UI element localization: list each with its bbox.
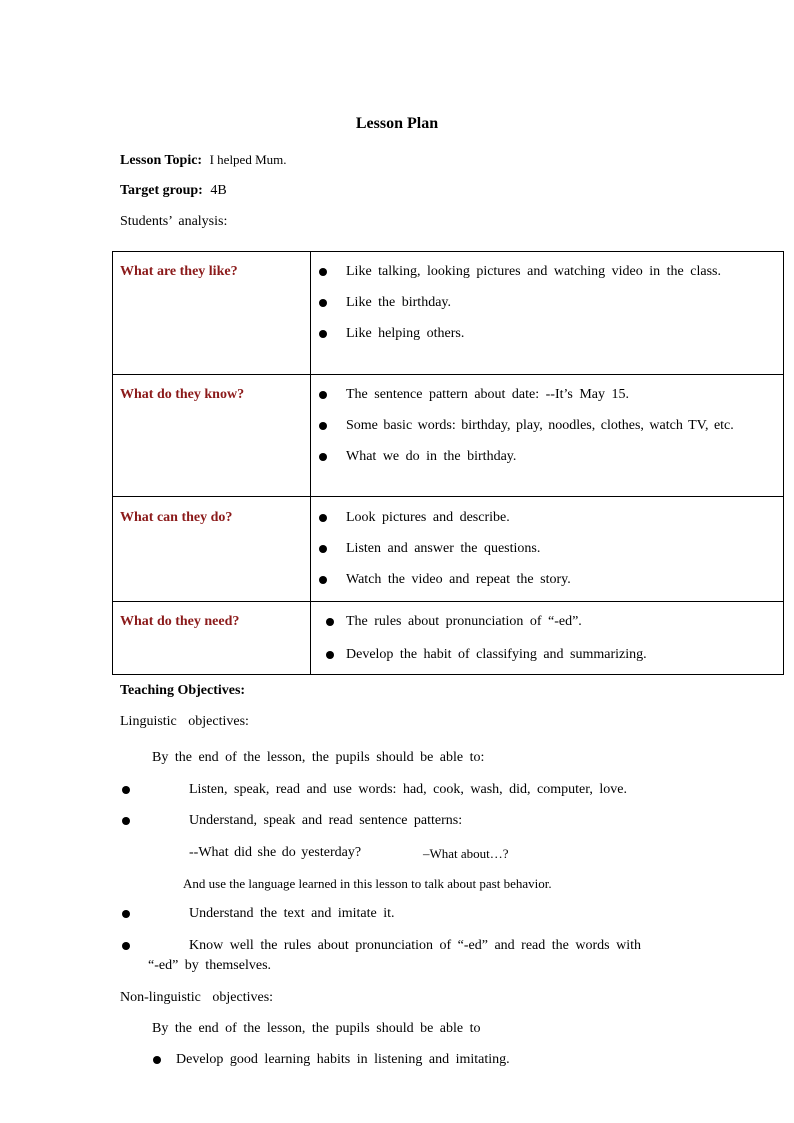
bullet-icon <box>122 910 130 918</box>
table-item: The rules about pronunciation of “-ed”. <box>346 614 582 629</box>
table-item: The sentence pattern about date: --It’s May 15. <box>346 387 630 402</box>
table-item: What we do in the birthday. <box>346 449 517 464</box>
objectives-intro: By the end of the lesson, the pupils should be able to <box>152 1021 481 1036</box>
objective-item: Know well the rules about pronunciation of “-ed” and read the words with <box>189 938 641 953</box>
non-linguistic-objectives-label: Non-linguistic objectives: <box>120 990 274 1005</box>
language-note: And use the language learned in this lesson to talk about past behavior. <box>183 876 552 891</box>
objective-item: Listen, speak, read and use words: had, cook, wash, did, computer, love. <box>189 782 627 797</box>
lesson-topic <box>120 152 287 169</box>
table-item: Develop the habit of classifying and summarizing. <box>346 647 647 662</box>
objective-item: Understand, speak and read sentence patterns: <box>189 813 463 828</box>
bullet-icon <box>326 618 334 626</box>
table-item: Like talking, looking pictures and watching video in the class. <box>346 264 721 279</box>
target-group <box>120 183 227 199</box>
bullet-icon <box>319 299 327 307</box>
table-item: Listen and answer the questions. <box>346 541 541 556</box>
objective-item: Develop good learning habits in listening and imitating. <box>176 1052 510 1067</box>
table-item: Some basic words: birthday, play, noodles, clothes, watch TV, etc. <box>346 418 734 433</box>
bullet-icon <box>319 268 327 276</box>
lesson-topic-value: I helped Mum. <box>209 152 287 167</box>
target-group-label: Target group: <box>120 183 203 198</box>
table-item: Like helping others. <box>346 326 465 341</box>
bullet-icon <box>319 422 327 430</box>
question-label: What can they do? <box>120 510 233 525</box>
table-item: Watch the video and repeat the story. <box>346 572 571 587</box>
objective-item: Understand the text and imitate it. <box>189 906 395 921</box>
question-label: What are they like? <box>120 264 238 279</box>
teaching-objectives-heading: Teaching Objectives: <box>120 683 246 698</box>
page-title: Lesson Plan <box>355 115 439 132</box>
sentence-pattern: –What about…? <box>423 846 509 861</box>
bullet-icon <box>319 576 327 584</box>
table-border-left <box>112 251 113 675</box>
bullet-icon <box>319 514 327 522</box>
objectives-intro: By the end of the lesson, the pupils should be able to: <box>152 750 485 765</box>
table-divider <box>112 601 784 602</box>
linguistic-objectives-label: Linguistic objectives: <box>120 714 249 729</box>
objective-item-continuation: “-ed” by themselves. <box>148 958 272 973</box>
table-border-top <box>112 251 784 252</box>
bullet-icon <box>122 817 130 825</box>
table-item: Like the birthday. <box>346 295 452 310</box>
target-group-value: 4B <box>210 183 227 198</box>
table-divider <box>112 374 784 375</box>
sentence-pattern: --What did she do yesterday? <box>189 845 362 860</box>
table-border-right <box>783 251 784 675</box>
lesson-topic-label: Lesson Topic: <box>120 153 203 168</box>
bullet-icon <box>153 1056 161 1064</box>
bullet-icon <box>122 786 130 794</box>
table-divider <box>112 496 784 497</box>
students-analysis-label: Students’ analysis: <box>120 214 228 229</box>
bullet-icon <box>326 651 334 659</box>
question-label: What do they know? <box>120 387 245 402</box>
question-label: What do they need? <box>120 614 240 629</box>
table-item: Look pictures and describe. <box>346 510 510 525</box>
table-column-divider <box>310 251 311 675</box>
bullet-icon <box>319 330 327 338</box>
bullet-icon <box>319 391 327 399</box>
bullet-icon <box>122 942 130 950</box>
bullet-icon <box>319 453 327 461</box>
bullet-icon <box>319 545 327 553</box>
table-border-bottom <box>112 674 784 675</box>
